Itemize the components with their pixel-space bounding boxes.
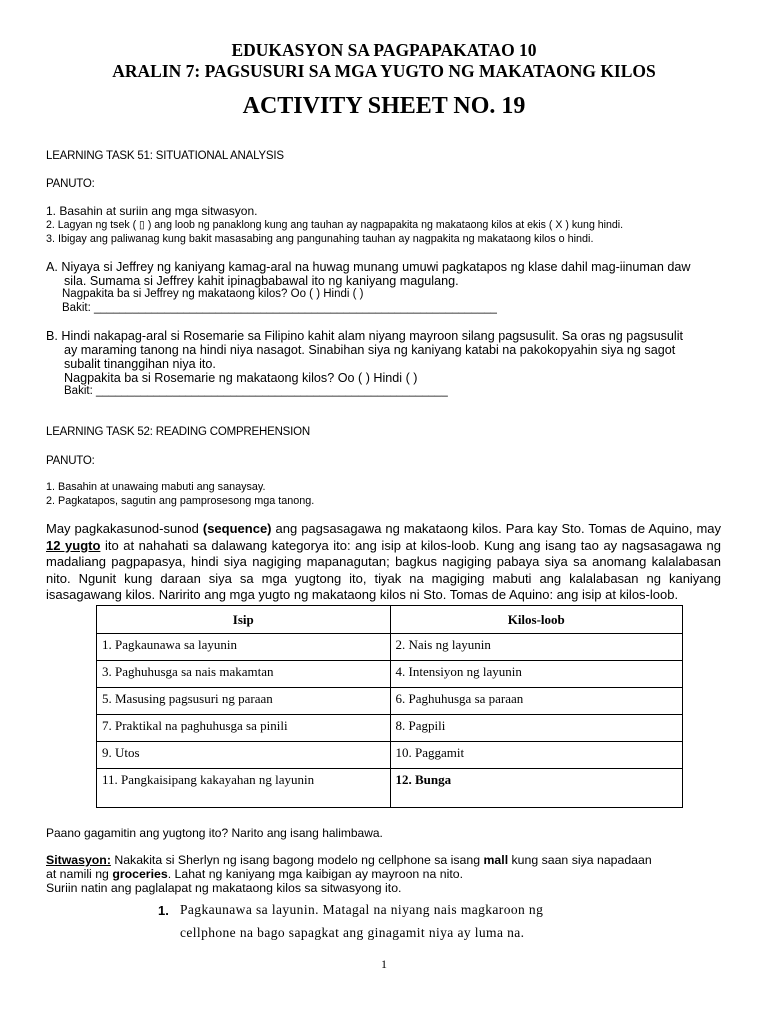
table-row <box>97 742 683 769</box>
task51-instruction-1: 1. Basahin at suriin ang mga sitwasyon. <box>46 204 258 218</box>
example-intro: Paano gagamitin ang yugtong ito? Narito ang isang halimbawa. <box>46 826 383 840</box>
table-cell: 5. Masusing pagsusuri ng paraan <box>97 688 391 715</box>
task52-instruction-2: 2. Pagkatapos, sagutin ang pamprosesong mga tanong. <box>46 495 315 507</box>
situation-a-question: Nagpakita ba si Jeffrey ng makataong kilos? Oo ( ) Hindi ( ) <box>62 288 364 300</box>
table-cell: 2. Nais ng layunin <box>390 634 683 661</box>
essay-line-3: madaliang pagpapasya, hindi siya nagiging mapanagutan; bagkus nagiging pabaya siya sa anomang kalalabasan <box>46 554 721 570</box>
table-row <box>97 688 683 715</box>
step1-line2: cellphone na bago sapagkat ang ginagamit niya ay luma na. <box>180 925 525 940</box>
table-header-kilos-loob: Kilos-loob <box>390 606 683 634</box>
task51-title: LEARNING TASK 51: SITUATIONAL ANALYSIS <box>46 150 284 162</box>
table-cell: 9. Utos <box>97 742 391 769</box>
table-cell: 8. Pagpili <box>390 715 683 742</box>
stages-table <box>96 605 683 808</box>
table-cell: 12. Bunga <box>390 769 683 808</box>
task51-instruction-3: 3. Ibigay ang paliwanag kung bakit masasabing ang pangunahing tauhan ay nagpakita ng makataong kilos o hindi. <box>46 233 594 245</box>
step1-number: 1. <box>158 903 169 918</box>
situation-b-line1: B. Hindi nakapag-aral si Rosemarie sa Filipino kahit alam niyang mayroon silang pagsusulit. Sa oras ng pagsusulit <box>46 329 684 343</box>
table-row <box>97 769 683 808</box>
essay-line-2: 12 yugto ito at nahahati sa dalawang kategorya ito: ang isip at kilos-loob. Kung ang isang tao ay nagsasagawa ng <box>46 537 721 553</box>
step1-line1: Pagkaunawa sa layunin. Matagal na niyang nais magkaroon ng <box>180 902 544 917</box>
situation-b-bakit: Bakit: _______________________________________________________ <box>64 385 448 397</box>
table-row <box>97 661 683 688</box>
situation-b-line2: ay maraming tanong na hindi niya nasagot. Sinabihan siya ng kaniyang katabi na pakokopyahin siya ng sagot <box>64 343 676 357</box>
task51-instruction-2: 2. Lagyan ng tsek ( ▯ ) ang loob ng panaklong kung ang tauhan ay nagpapakita ng makataong kilos at ekis ( X ) kung hindi. <box>46 219 624 231</box>
essay-paragraph <box>46 521 721 604</box>
subject-title: EDUKASYON SA PAGPAPAKATAO 10 <box>231 40 537 60</box>
sitwasyon-label: Sitwasyon: <box>46 853 111 867</box>
mall-term: mall <box>483 853 509 867</box>
table-cell: 6. Paghuhusga sa paraan <box>390 688 683 715</box>
table-row <box>97 634 683 661</box>
twelve-yugto-term: 12 yugto <box>46 537 101 553</box>
essay-line-1: May pagkakasunod-sunod (sequence) ang pagsasagawa ng makataong kilos. Para kay Sto. Tomas de Aquino, may <box>46 521 722 536</box>
sitwasyon-line1: Sitwasyon: Nakakita si Sherlyn ng isang bagong modelo ng cellphone sa isang mall kung saan siya napadaan <box>46 853 652 867</box>
activity-sheet-title: ACTIVITY SHEET NO. 19 <box>242 93 526 119</box>
table-cell: 3. Paghuhusga sa nais makamtan <box>97 661 391 688</box>
table-cell: 4. Intensiyon ng layunin <box>390 661 683 688</box>
table-cell: 7. Praktikal na paghuhusga sa pinili <box>97 715 391 742</box>
sitwasyon-line3: Suriin natin ang paglalapat ng makataong kilos sa sitwasyong ito. <box>46 881 402 895</box>
situation-a-bakit: Bakit: _______________________________________________________________ <box>62 302 497 314</box>
table-cell: 1. Pagkaunawa sa layunin <box>97 634 391 661</box>
sequence-term: (sequence) <box>202 521 272 536</box>
page-number: 1 <box>381 957 387 971</box>
sitwasyon-line2: at namili ng groceries. Lahat ng kaniyang mga kaibigan ay mayroon na nito. <box>46 867 464 881</box>
situation-a-line1: A. Niyaya si Jeffrey ng kaniyang kamag-aral na huwag munang umuwi pagkatapos ng klase dahil mag-iinuman daw <box>46 260 691 274</box>
essay-line-4: nito. Ngunit kung daraan siya sa mga yugtong ito, tiyak na magiging mabuti ang kalalabasan ng kaniyang <box>46 570 721 586</box>
task52-title: LEARNING TASK 52: READING COMPREHENSION <box>46 426 310 438</box>
task51-panuto-label: PANUTO: <box>46 178 95 190</box>
situation-a-line2: sila. Sumama si Jeffrey kahit ipinagbabawal ito ng kaniyang magulang. <box>64 274 459 288</box>
situation-b-line3: subalit tinanggihan niya ito. <box>64 357 216 371</box>
task52-panuto-label: PANUTO: <box>46 455 95 467</box>
table-cell: 10. Paggamit <box>390 742 683 769</box>
essay-line-5: isasagawang kilos. Naririto ang mga yugto ng makataong kilos ni Sto. Tomas de Aquino: ang isip at kilos-loob. <box>46 587 679 603</box>
table-header-row <box>97 606 683 634</box>
lesson-title: ARALIN 7: PAGSUSURI SA MGA YUGTO NG MAKATAONG KILOS <box>112 61 656 81</box>
task52-instruction-1: 1. Basahin at unawaing mabuti ang sanaysay. <box>46 481 266 493</box>
table-cell: 11. Pangkaisipang kakayahan ng layunin <box>97 769 391 808</box>
situation-b-question: Nagpakita ba si Rosemarie ng makataong kilos? Oo ( ) Hindi ( ) <box>64 371 418 385</box>
table-header-isip: Isip <box>97 606 391 634</box>
table-row <box>97 715 683 742</box>
groceries-term: groceries <box>112 867 168 881</box>
